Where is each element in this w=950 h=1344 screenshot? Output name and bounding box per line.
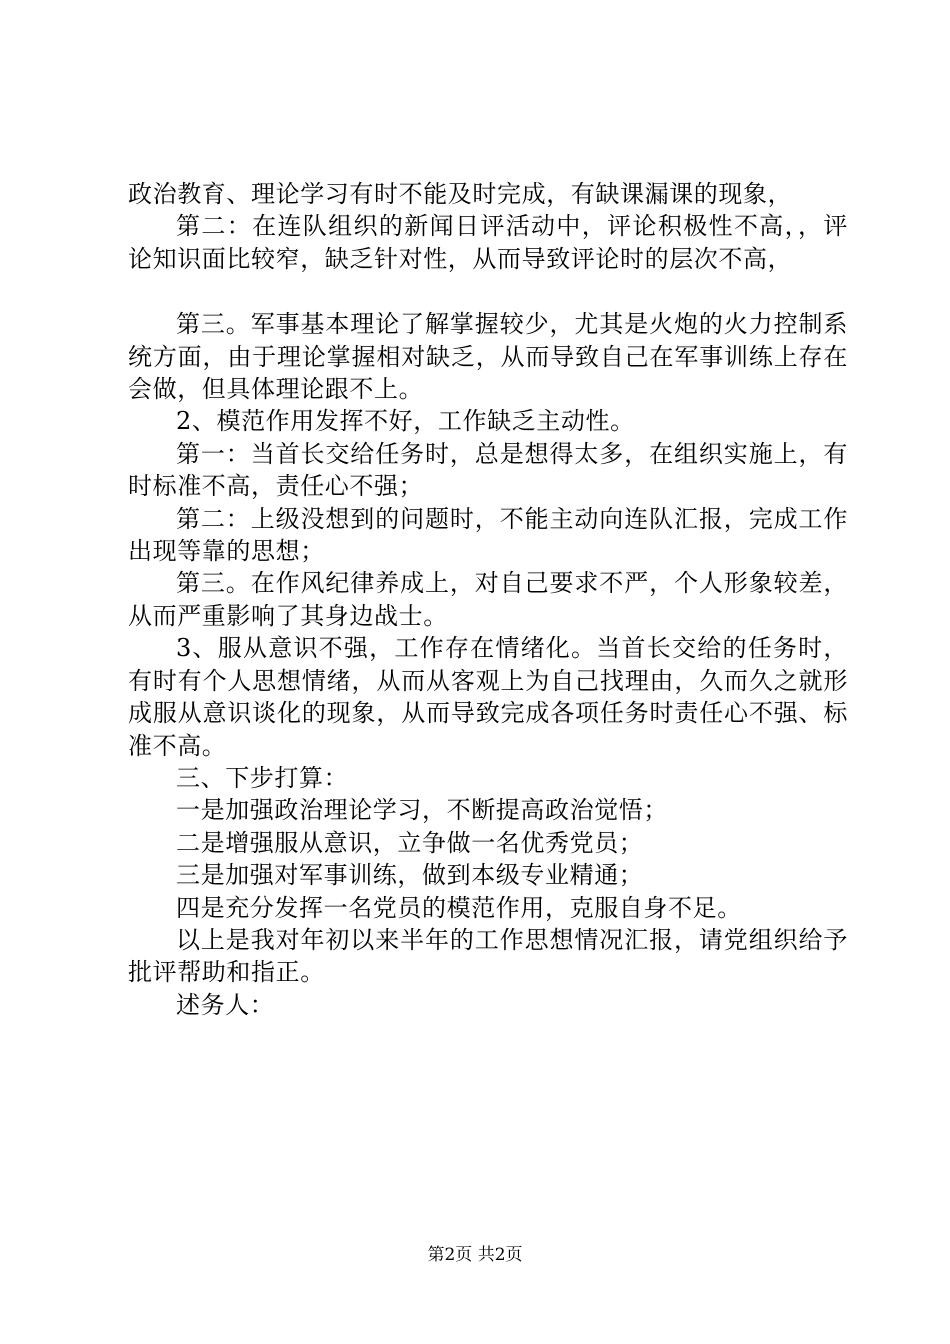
paragraph-continuation: 政治教育、理论学习有时不能及时完成，有缺课漏课的现象， — [128, 180, 793, 208]
paragraph-news-review: 第二：在连队组织的新闻日评活动中，评论积极性不高，，评论知识面比较窄，缺乏针对性，从而导致评论时的层次不高， — [128, 212, 848, 273]
paragraph-third-point: 第三。在作风纪律养成上，对自己要求不严，个人形象较差，从而严重影响了其身边战士。 — [128, 569, 848, 630]
paragraph-heading-2: 2、模范作用发挥不好，工作缺乏主动性。 — [176, 407, 635, 436]
paragraph-first-point: 第一：当首长交给任务时，总是想得太多，在组织实施上，有时标准不高，责任心不强； — [128, 439, 848, 501]
section-heading-next-steps: 三、下步打算： — [176, 763, 349, 792]
plan-item-2: 二是增强服从意识，立争做一名优秀党员； — [176, 828, 644, 857]
paragraph-second-point: 第二：上级没想到的问题时，不能主动向连队汇报，完成工作出现等靠的思想； — [128, 504, 848, 566]
plan-item-1: 一是加强政治理论学习，不断提高政治觉悟； — [176, 796, 668, 825]
plan-item-4: 四是充分发挥一名党员的模范作用，克服自身不足。 — [176, 893, 742, 922]
paragraph-heading-3: 3、服从意识不强，工作存在情绪化。当首长交给的任务时，有时有个人思想情绪，从而从客观上为自己找理由，久而久之就形成服从意识谈化的现象，从而导致完成各项任务时责任心不强、标准不高。 — [128, 634, 848, 760]
page-number: 第2页 共2页 — [427, 1245, 523, 1265]
page-footer — [0, 1244, 950, 1266]
document-body — [128, 178, 848, 1021]
paragraph-military-theory: 第三。军事基本理论了解掌握较少，尤其是火炮的火力控制系统方面，由于理论掌握相对缺乏，从而导致自己在军事训练上存在会做，但具体理论跟不上。 — [128, 310, 848, 404]
signature-line: 述务人： — [176, 990, 275, 1019]
plan-item-3: 三是加强对军事训练，做到本级专业精通； — [176, 861, 644, 890]
closing-paragraph: 以上是我对年初以来半年的工作思想情况汇报，请党组织给予批评帮助和指正。 — [128, 925, 848, 987]
